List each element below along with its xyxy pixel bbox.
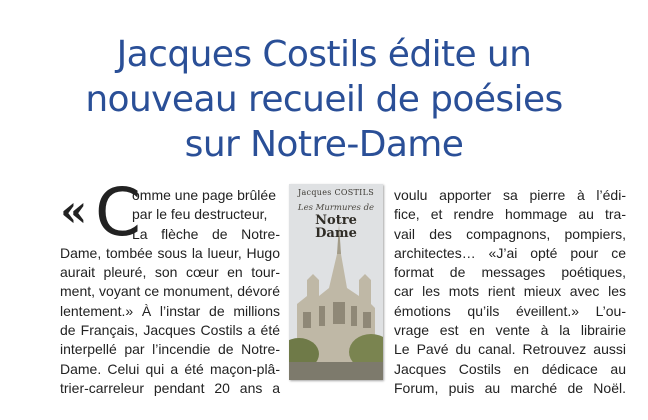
book-title-line-1: Notre — [315, 213, 357, 228]
book-title — [297, 214, 375, 240]
book-cover-image — [289, 184, 383, 380]
title-line-1: Jacques Costils édite un — [116, 34, 532, 76]
title-line-2: nouveau recueil de poésies — [85, 79, 563, 121]
right-line-3: vail des compagnons, pompiers, — [394, 225, 626, 242]
drop-cap: C — [95, 174, 142, 251]
title-line-3: sur Notre-Dame — [184, 124, 464, 166]
left-line-10: Dame. Celui qui a été maçon-plâ- — [60, 360, 280, 377]
right-line-5: format de messages poétiques, — [394, 264, 626, 281]
right-line-10: Jacques Costils en dédicace au — [394, 360, 626, 377]
right-line-9: Le Pavé du canal. Retrouvez aussi — [394, 341, 626, 358]
left-line-4: Dame, tombée sous la lueur, Hugo — [60, 244, 280, 261]
left-line-8: de Français, Jacques Costils a été — [60, 322, 280, 339]
right-line-7: émotions qu’ils éveillent.» L’ou- — [394, 302, 626, 319]
opening-quote-mark: « — [60, 186, 88, 237]
left-line-5: aurait pleuré, son cœur en tour- — [60, 264, 280, 281]
article-left-column — [60, 186, 280, 398]
right-line-4: architectes… «J’ai opté pour ce — [394, 244, 626, 261]
left-line-9: interpellé par l’incendie de Notre- — [60, 341, 280, 358]
right-line-2: fice, et rendre hommage au tra- — [394, 206, 626, 223]
left-line-2: par le feu destructeur, — [132, 206, 268, 223]
left-line-3: La flèche de Notre- — [132, 225, 280, 242]
right-line-6: car les mots rient mieux avec les — [394, 283, 626, 300]
right-line-8: vrage est en vente à la librairie — [394, 322, 626, 339]
book-title-line-2: Dame — [315, 226, 357, 241]
book-author: Jacques COSTILS — [297, 188, 375, 197]
right-line-11: Forum, puis au marché de Noël. — [394, 379, 626, 396]
left-line-1: omme une page brûlée — [132, 187, 276, 203]
left-line-6: ment, voyant ce monument, dévoré — [60, 283, 280, 300]
left-line-11: trier-carreleur pendant 20 ans a — [60, 379, 280, 396]
article-title — [0, 32, 648, 167]
article-right-column — [394, 186, 626, 398]
book-subtitle: Les Murmures de — [297, 203, 375, 213]
right-line-1: voulu apporter sa pierre à l’édi- — [394, 187, 626, 203]
left-line-7: lentement.» À l’instar de millions — [60, 302, 280, 319]
